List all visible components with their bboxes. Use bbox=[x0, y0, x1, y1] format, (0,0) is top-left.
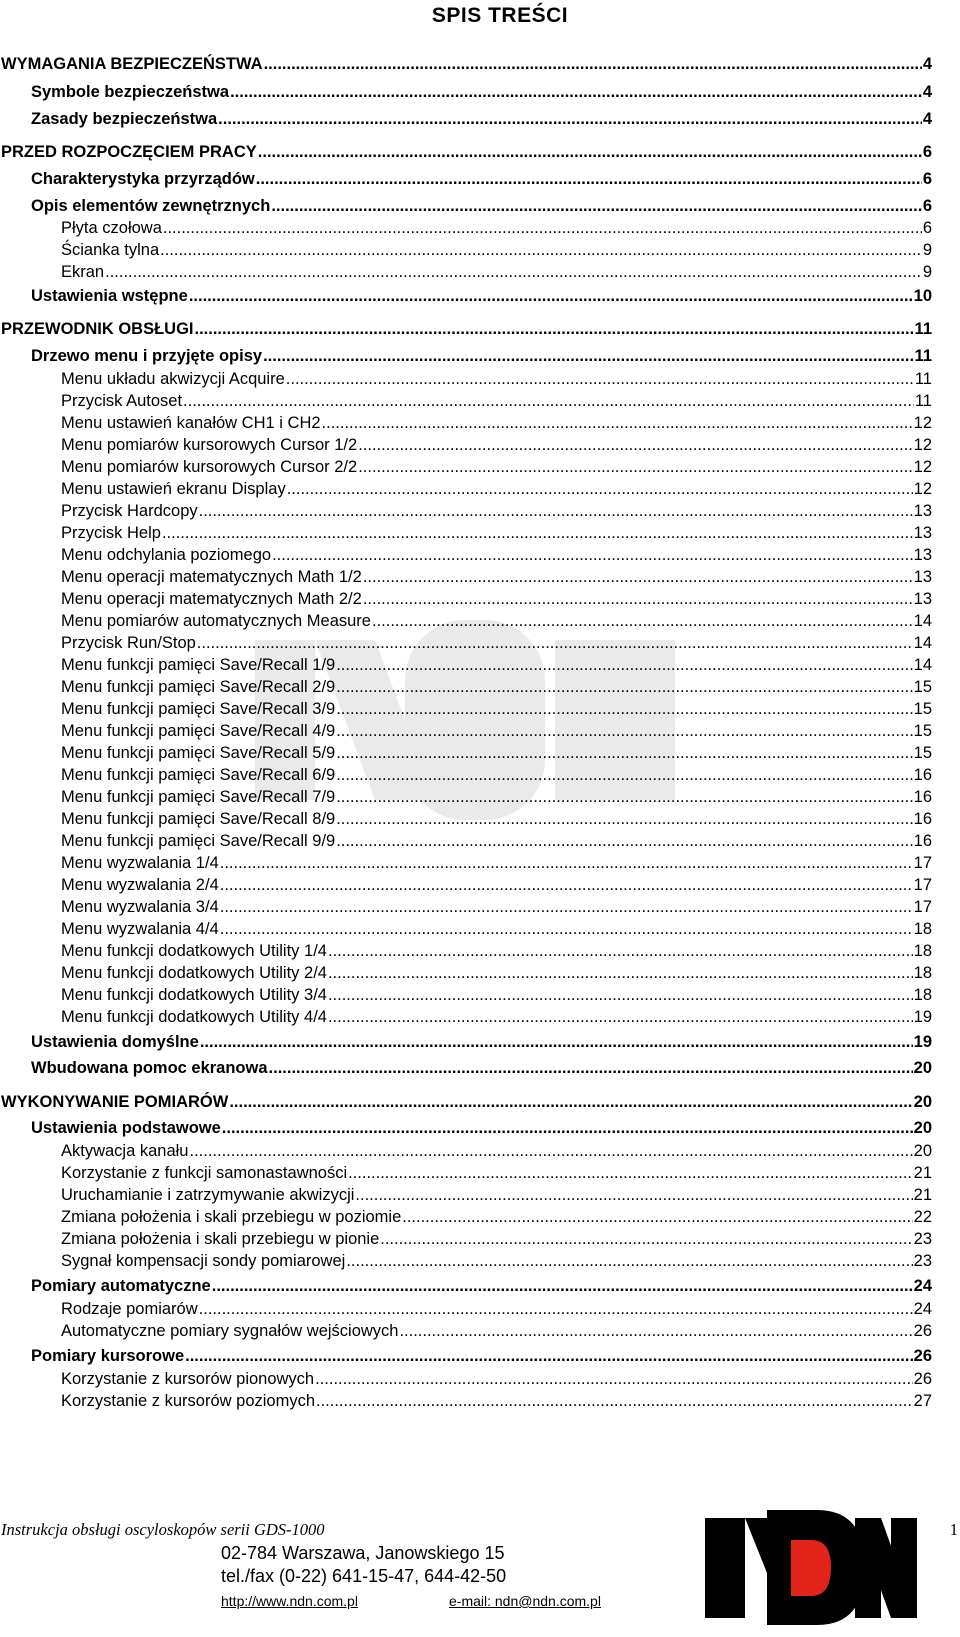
toc-entry-page: 18 bbox=[913, 942, 932, 960]
toc-dot-leader bbox=[220, 875, 913, 895]
toc-entry-page: 19 bbox=[913, 1008, 932, 1026]
toc-entry-title: Menu wyzwalania 1/4 bbox=[61, 854, 219, 872]
toc-dot-leader bbox=[336, 831, 912, 851]
toc-entry-page: 27 bbox=[913, 1392, 932, 1410]
toc-entry-title: Ustawienia wstępne bbox=[31, 287, 188, 305]
toc-entry[interactable] bbox=[61, 391, 932, 411]
toc-dot-leader bbox=[220, 897, 913, 917]
toc-entry[interactable] bbox=[31, 346, 932, 366]
toc-entry-title: Rodzaje pomiarów bbox=[61, 1300, 198, 1318]
toc-entry-title: Korzystanie z funkcji samonastawności bbox=[61, 1164, 348, 1182]
toc-entry[interactable] bbox=[61, 240, 932, 260]
toc-dot-leader bbox=[358, 435, 912, 455]
toc-dot-leader bbox=[355, 1185, 912, 1205]
toc-entry[interactable] bbox=[61, 1369, 932, 1389]
toc-entry[interactable] bbox=[1, 319, 932, 339]
toc-entry[interactable] bbox=[61, 721, 932, 741]
toc-dot-leader bbox=[195, 319, 914, 339]
toc-entry-title: Menu odchylania poziomego bbox=[61, 546, 272, 564]
toc-entry-title: PRZED ROZPOCZĘCIEM PRACY bbox=[1, 143, 257, 161]
toc-entry-page: 14 bbox=[913, 634, 932, 652]
toc-entry-title: Sygnał kompensacji sondy pomiarowej bbox=[61, 1252, 346, 1270]
toc-entry-page: 13 bbox=[913, 546, 932, 564]
toc-dot-leader bbox=[322, 413, 913, 433]
toc-entry-title: Wbudowana pomoc ekranowa bbox=[31, 1059, 268, 1077]
toc-dot-leader bbox=[336, 655, 912, 675]
toc-entry-page: 22 bbox=[913, 1208, 932, 1226]
toc-dot-leader bbox=[162, 523, 913, 543]
toc-entry[interactable] bbox=[31, 1032, 932, 1052]
website-link[interactable]: http://www.ndn.com.pl bbox=[221, 1593, 358, 1609]
toc-entry[interactable] bbox=[61, 809, 932, 829]
toc-entry-page: 4 bbox=[922, 55, 932, 73]
toc-entry[interactable] bbox=[31, 286, 932, 306]
toc-entry-title: Pomiary automatyczne bbox=[31, 1277, 211, 1295]
toc-entry-page: 12 bbox=[913, 436, 932, 454]
toc-dot-leader bbox=[328, 985, 913, 1005]
toc-entry-title: Aktywacja kanału bbox=[61, 1142, 189, 1160]
toc-entry-page: 23 bbox=[913, 1252, 932, 1270]
toc-entry[interactable] bbox=[61, 831, 932, 851]
toc-entry-title: PRZEWODNIK OBSŁUGI bbox=[1, 320, 194, 338]
toc-dot-leader bbox=[328, 941, 913, 961]
toc-entry-title: Przycisk Hardcopy bbox=[61, 502, 198, 520]
ndn-logo bbox=[705, 1510, 917, 1625]
page-number: 1 bbox=[949, 1520, 958, 1539]
toc-entry-title: Menu ustawień ekranu Display bbox=[61, 480, 286, 498]
toc-entry-title: WYMAGANIA BEZPIECZEŃSTWA bbox=[1, 55, 263, 73]
toc-dot-leader bbox=[218, 109, 922, 129]
toc-dot-leader bbox=[315, 1369, 913, 1389]
toc-dot-leader bbox=[258, 142, 922, 162]
toc-entry[interactable] bbox=[61, 545, 932, 565]
toc-entry-title: Zmiana położenia i skali przebiegu w poziomie bbox=[61, 1208, 402, 1226]
toc-entry[interactable] bbox=[61, 699, 932, 719]
toc-entry[interactable] bbox=[61, 611, 932, 631]
toc-entry-title: Korzystanie z kursorów pionowych bbox=[61, 1370, 315, 1388]
toc-dot-leader bbox=[348, 1163, 913, 1183]
toc-entry[interactable] bbox=[61, 1185, 932, 1205]
toc-entry-page: 11 bbox=[914, 392, 932, 410]
toc-entry[interactable] bbox=[61, 262, 932, 282]
toc-entry-title: Przycisk Run/Stop bbox=[61, 634, 196, 652]
toc-entry[interactable] bbox=[31, 1118, 932, 1138]
toc-entry-title: Menu funkcji pamięci Save/Recall 4/9 bbox=[61, 722, 336, 740]
toc-entry[interactable] bbox=[61, 435, 932, 455]
toc-dot-leader bbox=[399, 1321, 912, 1341]
toc-entry[interactable] bbox=[61, 787, 932, 807]
toc-entry-page: 11 bbox=[914, 320, 932, 338]
toc-entry[interactable] bbox=[61, 743, 932, 763]
toc-entry-page: 16 bbox=[913, 788, 932, 806]
toc-dot-leader bbox=[105, 262, 922, 282]
toc-entry-page: 13 bbox=[913, 524, 932, 542]
toc-dot-leader bbox=[336, 721, 912, 741]
toc-dot-leader bbox=[336, 743, 912, 763]
toc-entry-page: 20 bbox=[913, 1093, 932, 1111]
toc-entry-page: 6 bbox=[922, 197, 932, 215]
toc-entry-title: Menu funkcji pamięci Save/Recall 3/9 bbox=[61, 700, 336, 718]
toc-entry-page: 11 bbox=[914, 370, 932, 388]
toc-entry[interactable] bbox=[1, 1092, 932, 1112]
toc-entry[interactable] bbox=[31, 196, 932, 216]
toc-dot-leader bbox=[183, 391, 914, 411]
toc-dot-leader bbox=[199, 501, 913, 521]
toc-dot-leader bbox=[160, 240, 922, 260]
toc-entry-page: 14 bbox=[913, 656, 932, 674]
toc-dot-leader bbox=[336, 787, 912, 807]
toc-entry[interactable] bbox=[61, 1163, 932, 1183]
toc-dot-leader bbox=[402, 1207, 912, 1227]
toc-entry[interactable] bbox=[61, 479, 932, 499]
toc-dot-leader bbox=[316, 1391, 913, 1411]
toc-entry-page: 20 bbox=[913, 1119, 932, 1137]
toc-entry[interactable] bbox=[61, 633, 932, 653]
toc-dot-leader bbox=[263, 346, 913, 366]
toc-entry[interactable] bbox=[61, 1391, 932, 1411]
toc-entry-page: 15 bbox=[913, 744, 932, 762]
toc-entry-title: Drzewo menu i przyjęte opisy bbox=[31, 347, 263, 365]
toc-entry-page: 9 bbox=[922, 263, 932, 281]
toc-entry-title: Pomiary kursorowe bbox=[31, 1347, 185, 1365]
toc-entry-title: Menu funkcji dodatkowych Utility 1/4 bbox=[61, 942, 327, 960]
toc-entry-title: Menu funkcji pamięci Save/Recall 1/9 bbox=[61, 656, 336, 674]
toc-dot-leader bbox=[189, 286, 913, 306]
toc-dot-leader bbox=[220, 919, 913, 939]
toc-entry-page: 17 bbox=[913, 854, 932, 872]
toc-entry-title: Menu operacji matematycznych Math 1/2 bbox=[61, 568, 362, 586]
toc-dot-leader bbox=[229, 1092, 912, 1112]
company-address: 02-784 Warszawa, Janowskiego 15 bbox=[221, 1543, 505, 1563]
toc-entry[interactable] bbox=[61, 589, 932, 609]
toc-dot-leader bbox=[372, 611, 913, 631]
toc-dot-leader bbox=[212, 1276, 913, 1296]
toc-entry-page: 15 bbox=[913, 700, 932, 718]
footer-links bbox=[221, 1593, 641, 1609]
page-title: SPIS TREŚCI bbox=[431, 4, 569, 27]
toc-dot-leader bbox=[271, 196, 922, 216]
toc-entry-title: Opis elementów zewnętrznych bbox=[31, 197, 271, 215]
toc-dot-leader bbox=[189, 1141, 912, 1161]
toc-entry[interactable] bbox=[61, 985, 932, 1005]
toc-entry-page: 19 bbox=[913, 1033, 932, 1051]
toc-entry-title: Ustawienia domyślne bbox=[31, 1033, 199, 1051]
toc-entry[interactable] bbox=[61, 1229, 932, 1249]
toc-dot-leader bbox=[363, 589, 913, 609]
toc-entry[interactable] bbox=[61, 875, 932, 895]
toc-entry-title: Menu operacji matematycznych Math 2/2 bbox=[61, 590, 362, 608]
toc-entry[interactable] bbox=[61, 655, 932, 675]
toc-entry-title: Automatyczne pomiary sygnałów wejściowych bbox=[61, 1322, 399, 1340]
toc-entry[interactable] bbox=[61, 413, 932, 433]
toc-entry[interactable] bbox=[61, 1299, 932, 1319]
toc-entry-page: 10 bbox=[913, 287, 932, 305]
toc-dot-leader bbox=[256, 169, 922, 189]
toc-entry-page: 16 bbox=[913, 832, 932, 850]
toc-entry-title: Zmiana położenia i skali przebiegu w pionie bbox=[61, 1230, 380, 1248]
toc-dot-leader bbox=[269, 1058, 913, 1078]
toc-entry-title: Menu funkcji dodatkowych Utility 2/4 bbox=[61, 964, 327, 982]
toc-entry-page: 26 bbox=[913, 1370, 932, 1388]
toc-entry-page: 21 bbox=[913, 1164, 932, 1182]
toc-entry-page: 4 bbox=[922, 110, 932, 128]
toc-entry-title: Menu funkcji pamięci Save/Recall 8/9 bbox=[61, 810, 336, 828]
toc-entry-title: Menu wyzwalania 2/4 bbox=[61, 876, 219, 894]
toc-entry[interactable] bbox=[31, 82, 932, 102]
toc-entry-title: Ustawienia podstawowe bbox=[31, 1119, 221, 1137]
toc-entry-title: Przycisk Help bbox=[61, 524, 161, 542]
toc-entry-title: Menu funkcji pamięci Save/Recall 9/9 bbox=[61, 832, 336, 850]
toc-entry[interactable] bbox=[61, 1007, 932, 1027]
toc-entry-title: Korzystanie z kursorów poziomych bbox=[61, 1392, 316, 1410]
toc-dot-leader bbox=[272, 545, 913, 565]
toc-entry[interactable] bbox=[31, 169, 932, 189]
toc-entry-page: 15 bbox=[913, 678, 932, 696]
toc-dot-leader bbox=[336, 765, 912, 785]
toc-entry-title: Menu wyzwalania 3/4 bbox=[61, 898, 219, 916]
toc-entry-title: Menu funkcji pamięci Save/Recall 5/9 bbox=[61, 744, 336, 762]
toc-entry[interactable] bbox=[61, 897, 932, 917]
toc-entry-title: WYKONYWANIE POMIARÓW bbox=[1, 1093, 229, 1111]
toc-entry[interactable] bbox=[31, 1276, 932, 1296]
toc-entry-title: Charakterystyka przyrządów bbox=[31, 170, 255, 188]
toc-entry[interactable] bbox=[61, 919, 932, 939]
toc-entry[interactable] bbox=[61, 523, 932, 543]
toc-entry-title: Zasady bezpieczeństwa bbox=[31, 110, 218, 128]
toc-dot-leader bbox=[380, 1229, 912, 1249]
toc-dot-leader bbox=[363, 567, 913, 587]
toc-entry[interactable] bbox=[61, 1141, 932, 1161]
toc-entry-page: 12 bbox=[913, 414, 932, 432]
toc-entry-page: 11 bbox=[914, 347, 932, 365]
toc-entry[interactable] bbox=[31, 109, 932, 129]
toc-dot-leader bbox=[200, 1032, 913, 1052]
toc-entry[interactable] bbox=[61, 941, 932, 961]
toc-entry[interactable] bbox=[61, 1251, 932, 1271]
toc-dot-leader bbox=[163, 218, 922, 238]
toc-entry[interactable] bbox=[61, 963, 932, 983]
toc-entry-title: Menu układu akwizycji Acquire bbox=[61, 370, 285, 388]
toc-entry[interactable] bbox=[61, 853, 932, 873]
toc-entry-page: 4 bbox=[922, 83, 932, 101]
toc-entry[interactable] bbox=[61, 765, 932, 785]
toc-entry-page: 13 bbox=[913, 568, 932, 586]
toc-entry-page: 6 bbox=[922, 219, 932, 237]
toc-entry[interactable] bbox=[61, 1207, 932, 1227]
toc-entry-page: 16 bbox=[913, 810, 932, 828]
toc-entry-page: 18 bbox=[913, 964, 932, 982]
toc-dot-leader bbox=[197, 633, 913, 653]
toc-entry-title: Ekran bbox=[61, 263, 105, 281]
toc-dot-leader bbox=[336, 677, 912, 697]
toc-entry[interactable] bbox=[61, 1321, 932, 1341]
toc-dot-leader bbox=[287, 479, 913, 499]
toc-entry-page: 13 bbox=[913, 590, 932, 608]
toc-entry-title: Menu funkcji dodatkowych Utility 3/4 bbox=[61, 986, 327, 1004]
toc-entry-page: 17 bbox=[913, 898, 932, 916]
toc-entry-page: 9 bbox=[922, 241, 932, 259]
toc-dot-leader bbox=[336, 699, 912, 719]
toc-dot-leader bbox=[346, 1251, 912, 1271]
toc-entry-title: Przycisk Autoset bbox=[61, 392, 183, 410]
toc-entry-title: Menu funkcji pamięci Save/Recall 2/9 bbox=[61, 678, 336, 696]
toc-entry-page: 23 bbox=[913, 1230, 932, 1248]
toc-entry-page: 17 bbox=[913, 876, 932, 894]
toc-entry-page: 18 bbox=[913, 986, 932, 1004]
toc-dot-leader bbox=[328, 963, 913, 983]
toc-entry-page: 6 bbox=[922, 170, 932, 188]
toc-dot-leader bbox=[230, 82, 922, 102]
toc-entry-title: Menu pomiarów kursorowych Cursor 1/2 bbox=[61, 436, 358, 454]
toc-entry-page: 26 bbox=[913, 1347, 932, 1365]
toc-entry-page: 21 bbox=[913, 1186, 932, 1204]
toc-entry-page: 13 bbox=[913, 502, 932, 520]
toc-entry-title: Menu funkcji pamięci Save/Recall 7/9 bbox=[61, 788, 336, 806]
toc-dot-leader bbox=[185, 1346, 913, 1366]
toc-entry-title: Menu wyzwalania 4/4 bbox=[61, 920, 219, 938]
toc-entry-page: 6 bbox=[922, 143, 932, 161]
toc-entry-title: Menu funkcji dodatkowych Utility 4/4 bbox=[61, 1008, 327, 1026]
toc-entry-page: 24 bbox=[913, 1277, 932, 1295]
toc-entry-page: 20 bbox=[913, 1142, 932, 1160]
company-phone: tel./fax (0-22) 641-15-47, 644-42-50 bbox=[221, 1566, 507, 1586]
toc-entry-page: 26 bbox=[913, 1322, 932, 1340]
toc-entry-title: Menu pomiarów automatycznych Measure bbox=[61, 612, 371, 630]
toc-dot-leader bbox=[336, 809, 912, 829]
manual-title: Instrukcja obsługi oscyloskopów serii GDS-1000 bbox=[1, 1520, 325, 1539]
toc-entry[interactable] bbox=[61, 369, 932, 389]
toc-dot-leader bbox=[264, 54, 922, 74]
toc-entry-page: 18 bbox=[913, 920, 932, 938]
toc-entry-page: 20 bbox=[913, 1059, 932, 1077]
toc-entry[interactable] bbox=[61, 567, 932, 587]
toc-entry-page: 12 bbox=[913, 480, 932, 498]
toc-dot-leader bbox=[286, 369, 914, 389]
toc-entry-title: Menu ustawień kanałów CH1 i CH2 bbox=[61, 414, 321, 432]
toc-entry-title: Symbole bezpieczeństwa bbox=[31, 83, 230, 101]
toc-entry[interactable] bbox=[1, 142, 932, 162]
toc-entry[interactable] bbox=[31, 1058, 932, 1078]
toc-dot-leader bbox=[199, 1299, 913, 1319]
toc-entry[interactable] bbox=[1, 54, 932, 74]
toc-entry-page: 24 bbox=[913, 1300, 932, 1318]
toc-entry-title: Ścianka tylna bbox=[61, 241, 160, 259]
toc-entry-page: 14 bbox=[913, 612, 932, 630]
toc-entry[interactable] bbox=[61, 457, 932, 477]
toc-entry-title: Płyta czołowa bbox=[61, 219, 162, 237]
toc-dot-leader bbox=[222, 1118, 913, 1138]
toc-entry-title: Menu funkcji pamięci Save/Recall 6/9 bbox=[61, 766, 336, 784]
toc-entry-page: 15 bbox=[913, 722, 932, 740]
toc-entry-page: 12 bbox=[913, 458, 932, 476]
toc-entry[interactable] bbox=[61, 218, 932, 238]
toc-entry-title: Menu pomiarów kursorowych Cursor 2/2 bbox=[61, 458, 358, 476]
toc-entry[interactable] bbox=[61, 677, 932, 697]
toc-dot-leader bbox=[328, 1007, 913, 1027]
toc-entry-page: 16 bbox=[913, 766, 932, 784]
toc-entry-title: Uruchamianie i zatrzymywanie akwizycji bbox=[61, 1186, 355, 1204]
toc-dot-leader bbox=[220, 853, 913, 873]
toc-entry[interactable] bbox=[31, 1346, 932, 1366]
toc-dot-leader bbox=[358, 457, 912, 477]
toc-entry[interactable] bbox=[61, 501, 932, 521]
email-link[interactable]: e-mail: ndn@ndn.com.pl bbox=[449, 1593, 601, 1609]
